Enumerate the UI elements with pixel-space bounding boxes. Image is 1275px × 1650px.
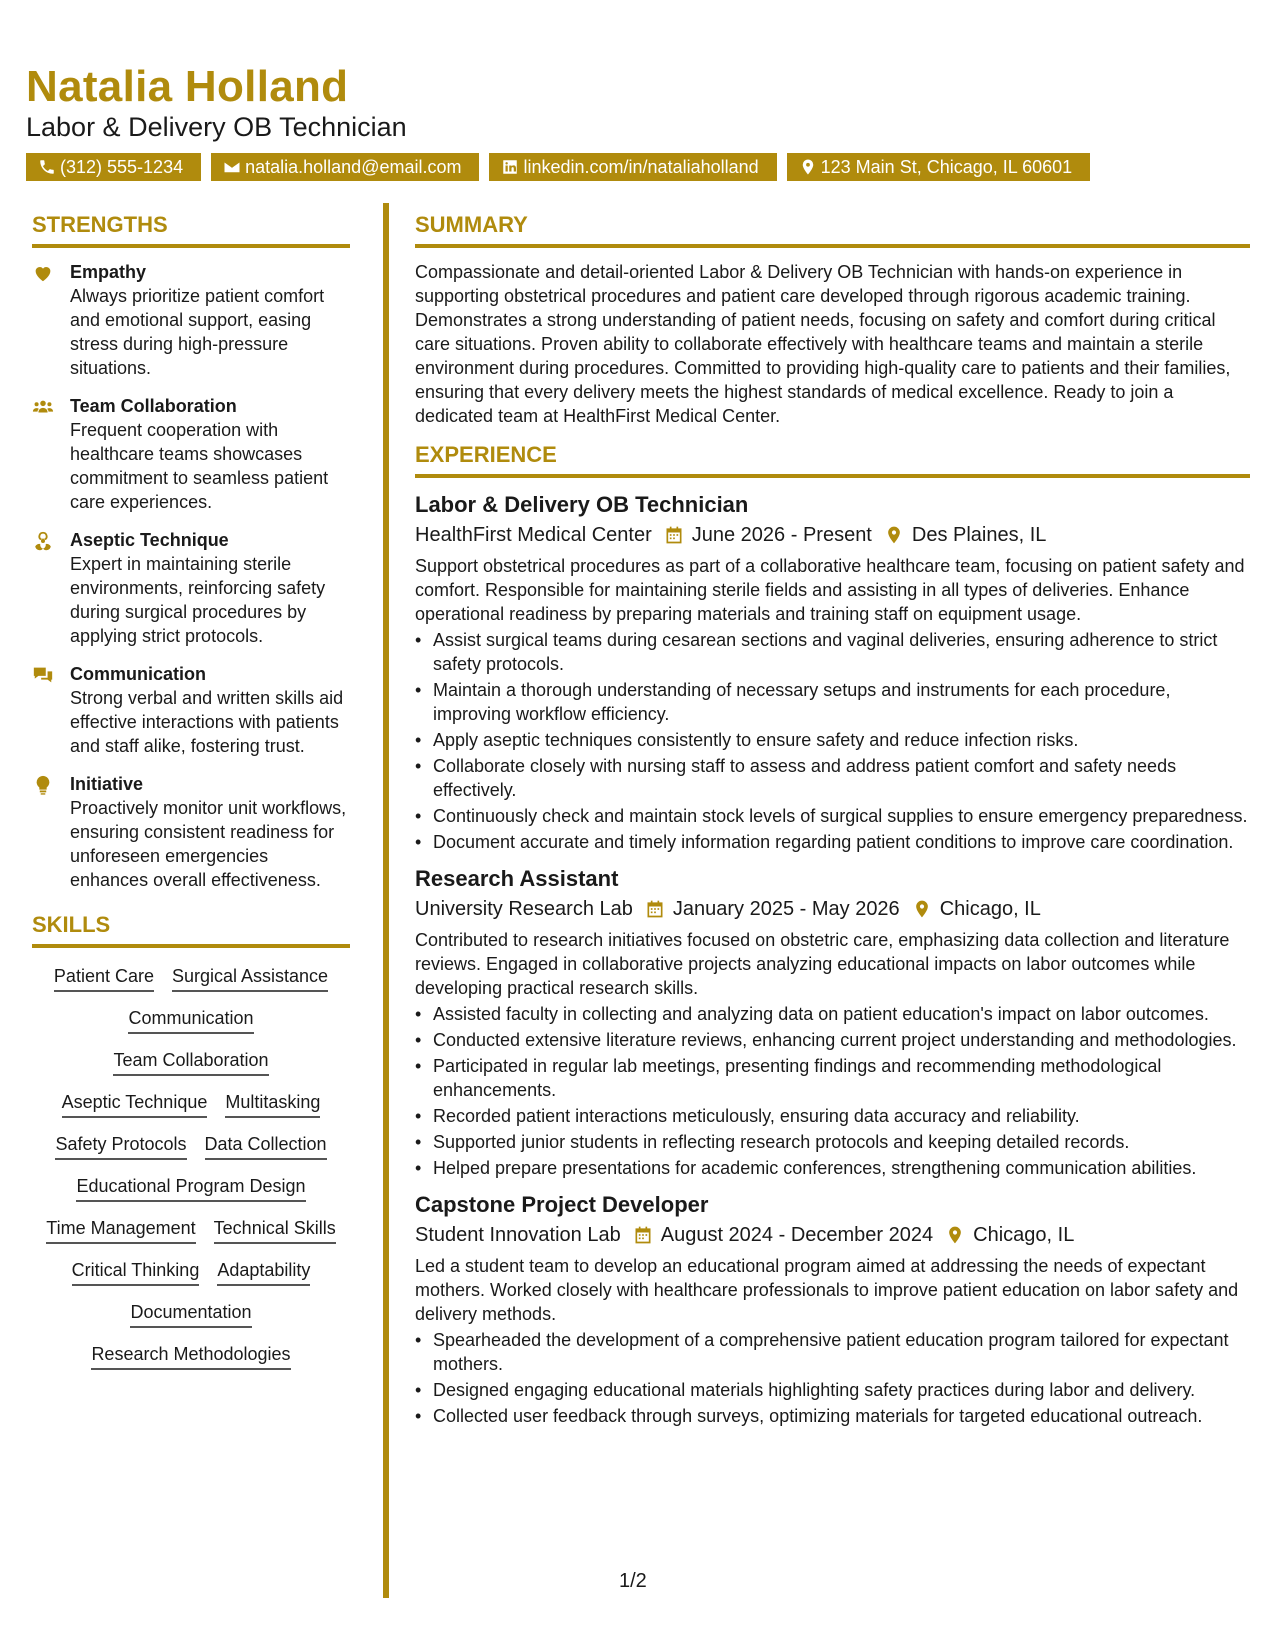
skills-row (32, 1300, 350, 1328)
job-location: Chicago, IL (973, 1224, 1075, 1246)
candidate-role: Labor & Delivery OB Technician (26, 112, 407, 142)
comments-icon (32, 664, 54, 686)
strength-description: Proactively monitor unit workflows, ensuring consistent readiness for unforeseen emergencies enhances overall effectiveness. (70, 798, 347, 890)
skills-heading: SKILLS (32, 912, 350, 948)
skills-list (32, 960, 350, 1370)
job-location: Chicago, IL (939, 898, 1041, 920)
job-bullets (415, 628, 1250, 854)
bullet-item: • Maintain a thorough understanding of necessary setups and instruments for each procedure, improving workflow efficiency. (415, 678, 1250, 726)
skill-tag: Safety Protocols (55, 1132, 186, 1160)
skill-tag: Time Management (46, 1216, 195, 1244)
candidate-name: Natalia Holland (26, 62, 349, 111)
bullet-item: • Document accurate and timely information regarding patient conditions to improve care coordination. (415, 830, 1250, 854)
skill-tag: Multitasking (225, 1090, 320, 1118)
job-dates: January 2025 - May 2026 (672, 898, 900, 920)
strength-title: Team Collaboration (70, 396, 237, 416)
linkedin-icon (501, 158, 519, 176)
bullet-item: • Conducted extensive literature reviews, enhancing current project understanding and methodologies. (415, 1028, 1250, 1052)
strength-title: Empathy (70, 262, 147, 282)
column-divider (383, 203, 389, 1598)
right-column (415, 212, 1250, 1438)
skills-row (32, 1132, 350, 1160)
bullet-item: • Spearheaded the development of a comprehensive patient education program tailored for expectant mothers. (415, 1328, 1250, 1376)
skill-tag: Research Methodologies (91, 1342, 290, 1370)
bullet-item: • Collected user feedback through surveys, optimizing materials for targeted educational outreach. (415, 1404, 1250, 1428)
calendar-icon (633, 1225, 653, 1245)
skill-tag: Communication (128, 1006, 253, 1034)
job-entry (415, 490, 1250, 854)
job-location: Des Plaines, IL (911, 524, 1047, 546)
bullet-item: • Participated in regular lab meetings, presenting findings and recommending methodological enhancements. (415, 1054, 1250, 1102)
job-entry (415, 864, 1250, 1180)
page-number: 1/2 (619, 1570, 647, 1592)
contact-phone[interactable] (26, 153, 201, 181)
bullet-item: • Collaborate closely with nursing staff to assess and address patient comfort and safety needs effectively. (415, 754, 1250, 802)
job-organization: Student Innovation Lab (415, 1224, 621, 1246)
strength-description: Always prioritize patient comfort and emotional support, easing stress during high-pressure situations. (70, 286, 325, 378)
skill-tag: Technical Skills (214, 1216, 336, 1244)
skill-tag: Team Collaboration (113, 1048, 268, 1076)
skill-tag: Documentation (130, 1300, 251, 1328)
lightbulb-icon (32, 774, 54, 796)
job-organization: HealthFirst Medical Center (415, 524, 652, 546)
skill-tag: Data Collection (205, 1132, 327, 1160)
contact-bar (26, 153, 1090, 181)
skills-row (32, 1342, 350, 1370)
strength-title: Communication (70, 664, 207, 684)
map-pin-icon (799, 158, 817, 176)
bullet-item: • Supported junior students in reflecting research protocols and keeping detailed records. (415, 1130, 1250, 1154)
job-meta (415, 894, 1250, 924)
skills-row (32, 1090, 350, 1118)
phone-icon (38, 158, 56, 176)
skills-row (32, 1258, 350, 1286)
job-dates: June 2026 - Present (691, 524, 872, 546)
skill-tag: Aseptic Technique (62, 1090, 208, 1118)
job-entry (415, 1190, 1250, 1428)
experience-list (415, 490, 1250, 1428)
users-icon (32, 396, 54, 418)
summary-text: Compassionate and detail-oriented Labor & Delivery OB Technician with hands-on experience in supporting obstetrical procedures and patient care developed through rigorous academic training. Demonstrates a strong understanding of patient needs, focusing on safety and comfort during critical care situations. Proven ability to collaborate effectively with healthcare teams and maintain a sterile environment during procedures. Committed to providing high-quality care to patients and their families, ensuring that every delivery meets the highest standards of medical excellence. Ready to join a dedicated team at HealthFirst Medical Center. (415, 262, 1231, 426)
skills-row (32, 1174, 350, 1202)
envelope-icon (223, 158, 241, 176)
strength-item (32, 394, 350, 514)
heart-icon (32, 262, 54, 284)
bullet-item: • Continuously check and maintain stock levels of surgical supplies to ensure emergency preparedness. (415, 804, 1250, 828)
strength-item (32, 528, 350, 648)
calendar-icon (645, 899, 665, 919)
job-description: Led a student team to develop an educational program aimed at addressing the needs of expectant mothers. Worked closely with healthcare professionals to improve patient education on labor safety and delivery methods. (415, 1256, 1239, 1324)
strength-description: Strong verbal and written skills aid effective interactions with patients and staff alike, fostering trust. (70, 688, 344, 756)
experience-heading: EXPERIENCE (415, 442, 1250, 478)
calendar-icon (664, 525, 684, 545)
map-pin-icon (884, 525, 904, 545)
job-dates: August 2024 - December 2024 (660, 1224, 934, 1246)
bullet-item: • Recorded patient interactions meticulously, ensuring data accuracy and reliability. (415, 1104, 1250, 1128)
strength-item (32, 772, 350, 892)
skill-tag: Educational Program Design (76, 1174, 305, 1202)
job-description: Support obstetrical procedures as part of a collaborative healthcare team, focusing on patient safety and comfort. Responsible for maintaining sterile fields and assisting in all types of deliveries. Enhance operational readiness by preparing materials and training staff on equipment usage. (415, 556, 1245, 624)
job-title: Research Assistant (415, 866, 619, 891)
bullet-item: • Designed engaging educational materials highlighting safety practices during labor and delivery. (415, 1378, 1250, 1402)
skill-tag: Patient Care (54, 964, 154, 992)
job-title: Capstone Project Developer (415, 1192, 709, 1217)
strength-title: Aseptic Technique (70, 530, 229, 550)
strength-description: Frequent cooperation with healthcare teams showcases commitment to seamless patient care experiences. (70, 420, 329, 512)
bullet-item: • Assisted faculty in collecting and analyzing data on patient education's impact on labor outcomes. (415, 1002, 1250, 1026)
skills-row (32, 1216, 350, 1244)
map-pin-icon (912, 899, 932, 919)
skill-tag: Surgical Assistance (172, 964, 328, 992)
strength-description: Expert in maintaining sterile environments, reinforcing safety during surgical procedures by applying strict protocols. (70, 554, 326, 646)
job-organization: University Research Lab (415, 898, 633, 920)
job-meta (415, 520, 1250, 550)
strength-title: Initiative (70, 774, 144, 794)
biohazard-icon (32, 530, 54, 552)
contact-address (787, 153, 1091, 181)
contact-phone-text: (312) 555-1234 (60, 156, 184, 177)
strength-item (32, 260, 350, 380)
skills-row (32, 1048, 350, 1076)
contact-linkedin-text: linkedin.com/in/nataliaholland (523, 156, 759, 177)
job-description: Contributed to research initiatives focused on obstetric care, emphasizing data collection and literature reviews. Engaged in collaborative projects analyzing educational impacts on labor outcomes while developing practical research skills. (415, 930, 1230, 998)
job-title: Labor & Delivery OB Technician (415, 492, 749, 517)
job-bullets (415, 1328, 1250, 1428)
left-column (32, 212, 350, 1370)
skills-row (32, 1006, 350, 1034)
skill-tag: Critical Thinking (72, 1258, 200, 1286)
skills-row (32, 964, 350, 992)
map-pin-icon (945, 1225, 965, 1245)
bullet-item: • Assist surgical teams during cesarean sections and vaginal deliveries, ensuring adherence to strict safety protocols. (415, 628, 1250, 676)
contact-address-text: 123 Main St, Chicago, IL 60601 (820, 156, 1073, 177)
bullet-item: • Helped prepare presentations for academic conferences, strengthening communication abilities. (415, 1156, 1250, 1180)
skill-tag: Adaptability (217, 1258, 310, 1286)
strengths-heading: STRENGTHS (32, 212, 350, 248)
bullet-item: • Apply aseptic techniques consistently to ensure safety and reduce infection risks. (415, 728, 1250, 752)
contact-linkedin[interactable] (489, 153, 776, 181)
contact-email-text: natalia.holland@email.com (245, 156, 462, 177)
job-meta (415, 1220, 1250, 1250)
contact-email[interactable] (211, 153, 479, 181)
strength-item (32, 662, 350, 758)
job-bullets (415, 1002, 1250, 1180)
summary-heading: SUMMARY (415, 212, 1250, 248)
